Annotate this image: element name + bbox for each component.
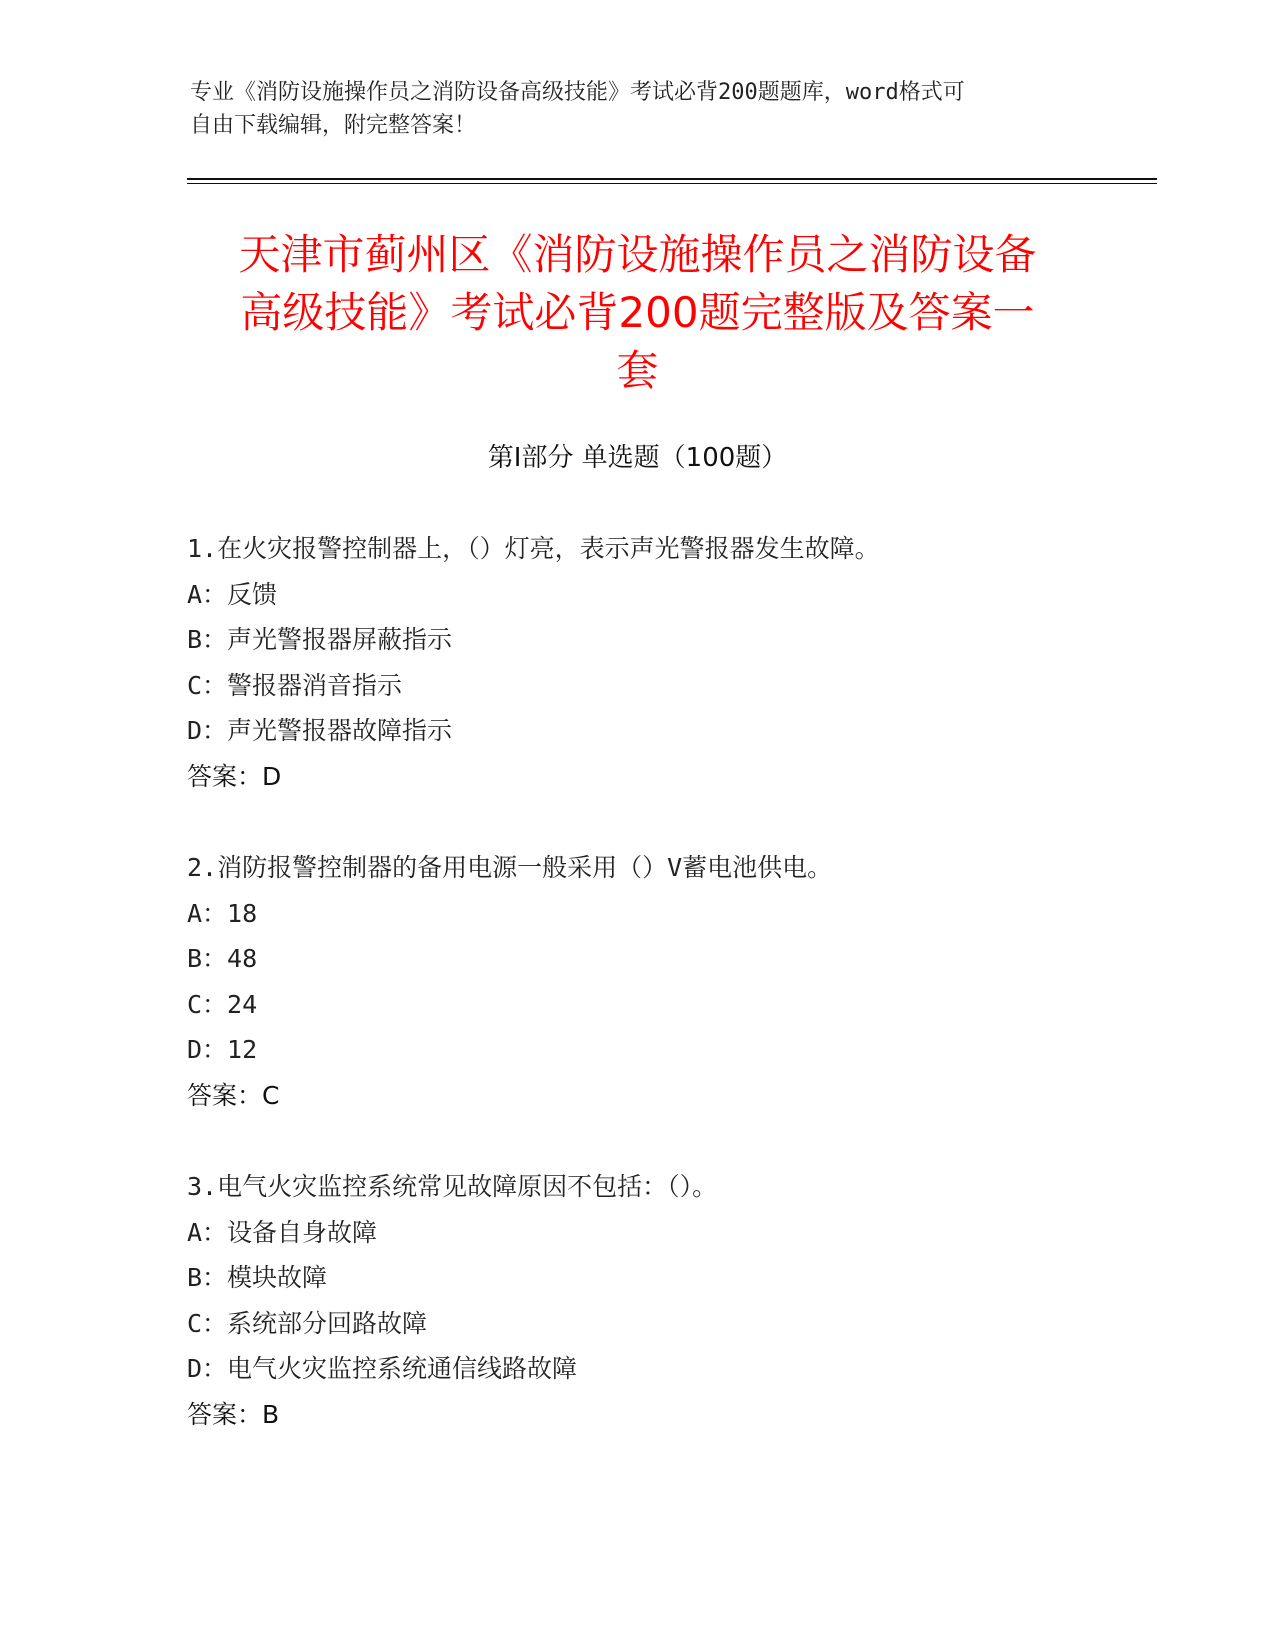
question-block <box>187 845 1087 1118</box>
question-block <box>187 1164 1087 1437</box>
header-note-line: 专业《消防设施操作员之消防设备高级技能》考试必背200题题库，word格式可 <box>190 80 965 105</box>
header-note-line: 自由下载编辑，附完整答案！ <box>190 113 477 138</box>
question-option: B：48 <box>187 944 258 973</box>
question-option: C：24 <box>187 989 258 1019</box>
question-stem: 3.电气火灾监控系统常见故障原因不包括：（）。 <box>187 1172 718 1201</box>
question-answer: 答案：B <box>187 1399 280 1429</box>
question-option: C：警报器消音指示 <box>187 670 403 700</box>
question-stem: 2.消防报警控制器的备用电源一般采用（）V蓄电池供电。 <box>187 853 833 882</box>
document-title <box>140 226 1135 400</box>
header-divider-thin <box>187 183 1157 184</box>
section-heading: 第I部分 单选题（100题） <box>487 443 788 473</box>
title-line: 天津市蓟州区《消防设施操作员之消防设备 <box>238 230 1037 279</box>
title-line: 套 <box>616 346 659 395</box>
question-option: A：设备自身故障 <box>187 1217 378 1247</box>
question-option: D：电气火灾监控系统通信线路故障 <box>187 1354 578 1383</box>
question-option: D：12 <box>187 1035 258 1064</box>
question-option: D：声光警报器故障指示 <box>187 716 453 745</box>
question-option: C：系统部分回路故障 <box>187 1308 428 1338</box>
question-block <box>187 526 1087 799</box>
question-option: A：18 <box>187 898 258 928</box>
question-answer: 答案：C <box>187 1080 280 1110</box>
header-note <box>190 76 1090 142</box>
title-line: 高级技能》考试必背200题完整版及答案一 <box>240 288 1035 337</box>
header-divider-thick <box>187 178 1157 180</box>
question-answer: 答案：D <box>187 761 282 791</box>
question-option: A：反馈 <box>187 579 278 609</box>
question-option: B：模块故障 <box>187 1263 328 1292</box>
question-option: B：声光警报器屏蔽指示 <box>187 625 453 654</box>
question-stem: 1.在火灾报警控制器上，（）灯亮，表示声光警报器发生故障。 <box>187 534 880 563</box>
